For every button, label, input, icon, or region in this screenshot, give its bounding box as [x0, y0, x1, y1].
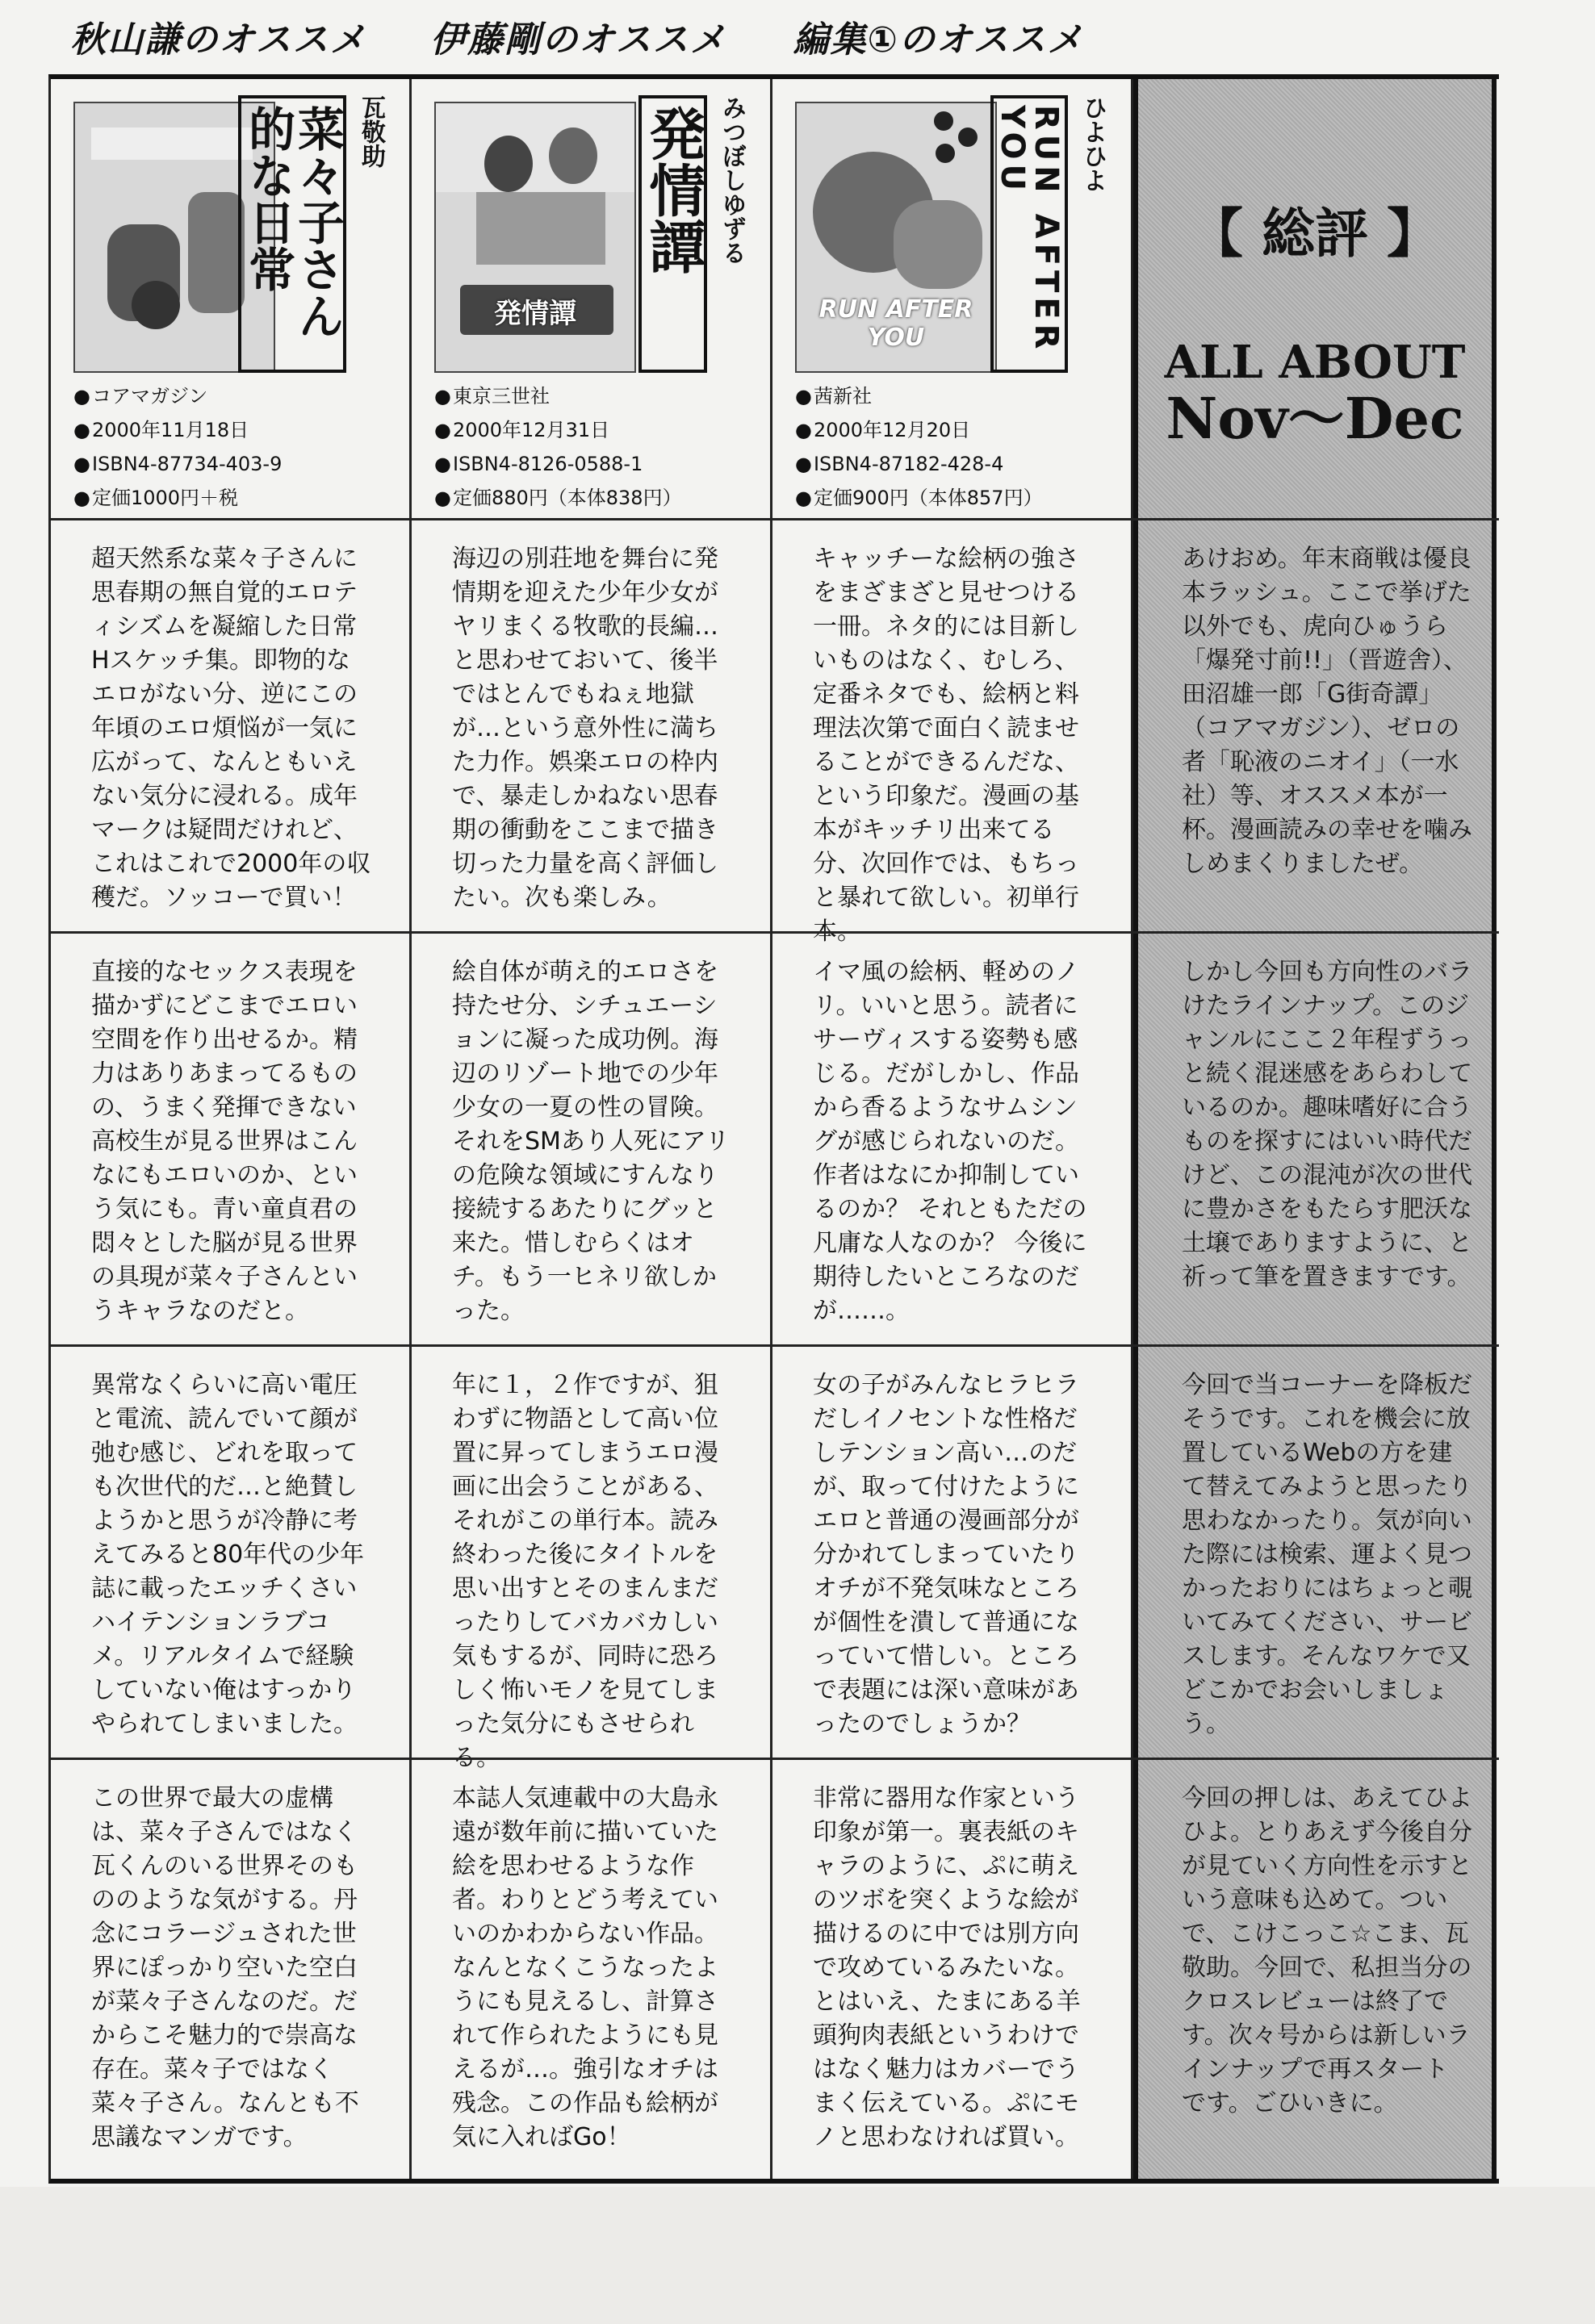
- row-divider: [51, 518, 1499, 520]
- review-grid: [48, 74, 1499, 2184]
- header-akiyama: 秋山謙のオススメ: [70, 19, 367, 61]
- all-about-line-1: ALL ABOUT: [1164, 336, 1466, 389]
- book-cover-2: [434, 102, 636, 373]
- review-text: 年に１，２作ですが、狙わずに物語として高い位置に昇ってしまうエロ漫画に出会うことがある、それがこの単行本。読み終わった後にタイトルを思い出すとそのまんまだったりしてバカバカしい気もするが、同時に恐ろしく怖いモノを見てしまった気分にもさせられる。: [452, 1371, 718, 1772]
- book-title-3: RUN AFTER YOU: [990, 95, 1068, 373]
- column-book-2: [412, 79, 772, 2179]
- book-isbn-1: ● ISBN4-87734-403-9: [73, 447, 282, 481]
- column-book-3: [772, 79, 1133, 2179]
- book-publisher-1: ● コアマガジン: [73, 379, 282, 413]
- summary-text: 今回で当コーナーを降板だそうです。これを機会に放置しているWebの方を建て替えてみようと思ったり思わなかったり。気が向いた際には検索、運よく見つかったおりにはちょっと覗いてみてください、サービスします。そんなワケで又どこかでお会いしましょう。: [1182, 1371, 1472, 1738]
- book-price-2: ● 定価880円（本体838円）: [434, 481, 682, 515]
- review-text: 本誌人気連載中の大島永遠が数年前に描いていた絵を思わせるような作者。わりとどう考えていいのかわからない作品。なんとなくこうなったようにも見えるし、計算されて作られたようにも見えるが…。強引なオチは残念。この作品も絵柄が気に入ればGo！: [452, 1784, 718, 2151]
- row-divider: [51, 931, 1499, 934]
- book-info-1: [51, 79, 409, 518]
- row-divider: [51, 1344, 1499, 1347]
- review-text: イマ風の絵柄、軽めのノリ。いいと思う。読者にサーヴィスする姿勢も感じる。だがしかし、作品から香るようなサムシングが感じられないのだ。作者はなにか抑制しているのか？ それともただの凡庸な人なのか？ 今後に期待したいところなのだが……。: [813, 958, 1087, 1325]
- row-divider: [51, 1758, 1499, 1760]
- review-text: 絵自体が萌え的エロさを持たせ分、シチュエーションに凝った成功例。海辺のリゾート地での少年少女の一夏の性の冒険。それをSMあり人死にアリの危険な領域にすんなり接続するあたりにグッと来た。惜しむらくはオチ。もう一ヒネリ欲しかった。: [452, 958, 730, 1325]
- book-isbn-2: ● ISBN4-8126-0588-1: [434, 447, 682, 481]
- book-info-3: [772, 79, 1131, 518]
- book-price-3: ● 定価900円（本体857円）: [795, 481, 1043, 515]
- book-info-2: [412, 79, 770, 518]
- book-date-3: ● 2000年12月20日: [795, 413, 1043, 447]
- review-text: 異常なくらいに高い電圧と電流、読んでいて顔が弛む感じ、どれを取っても次世代的だ…と絶賛しようかと思うが冷静に考えてみると80年代の少年誌に載ったエッチくさいハイテンションラブコメ。リアルタイムで経験していない俺はすっかりやられてしまいました。: [91, 1371, 365, 1738]
- book-author-3: ひよひよ: [1078, 95, 1107, 192]
- summary-text: 今回の押しは、あえてひよひよ。とりあえず今後自分が見ていく方向性を示すという意味も込めて。ついで、こけこっこ☆こま、瓦敬助。今回で、私担当分のクロスレビューは終了です。次々号からは新しいラインナップで再スタートです。ごひいきに。: [1182, 1784, 1472, 2117]
- review-text: 直接的なセックス表現を描かずにどこまでエロい空間を作り出せるか。精力はありあまってるものの、うまく発揮できない高校生が見る世界はこんなにもエロいのか、という気にも。青い童貞君の悶々とした脳が見る世界の具現が菜々子さんというキャラなのだと。: [91, 958, 358, 1325]
- summary-text: あけおめ。年末商戦は優良本ラッシュ。ここで挙げた以外でも、虎向ひゅうら「爆発寸前!!」（晋遊舎）、田沼雄一郎「G街奇譚」（コアマガジン）、ゼロの者「恥液のニオイ」（一水社）等、オススメ本が一杯。漫画読みの幸せを噛みしめまくりましたぜ。: [1182, 545, 1472, 878]
- book-author-2: みつぼしゆずる: [718, 95, 746, 265]
- review-text: 非常に器用な作家という印象が第一。裏表紙のキャラのように、ぷに萌えのツボを突くような絵が描けるのに中では別方向で攻めているみたいな。とはいえ、たまにある羊頭狗肉表紙というわけではなく魅力はカバーでうまく伝えている。ぷにモノと思わなければ買い。: [813, 1784, 1081, 2151]
- book-cover-title-3: RUN AFTER YOU: [818, 295, 973, 352]
- book-date-2: ● 2000年12月31日: [434, 413, 682, 447]
- book-details-2: [434, 379, 682, 515]
- book-title-2: 発情譚: [638, 95, 708, 373]
- all-about-title: [1138, 334, 1492, 452]
- book-author-1: 瓦敬助: [357, 95, 385, 168]
- header-ito: 伊藤剛のオススメ: [430, 19, 727, 61]
- book-price-1: ● 定価1000円＋税: [73, 481, 282, 515]
- book-date-1: ● 2000年11月18日: [73, 413, 282, 447]
- column-headers: [0, 11, 1595, 69]
- page-margin: [0, 2187, 1595, 2324]
- book-cover-3: [795, 102, 997, 373]
- review-text: 海辺の別荘地を舞台に発情期を迎えた少年少女がヤリまくる牧歌的長編…と思わせておいて、後半ではとんでもねぇ地獄が…という意外性に満ちた力作。娯楽エロの枠内で、暴走しかねない思春期の衝動をここまで描き切った力量を高く評価したい。次も楽しみ。: [452, 545, 718, 912]
- book-details-1: [73, 379, 282, 515]
- review-text: この世界で最大の虚構は、菜々子さんではなく瓦くんのいる世界そのもののような気がする。丹念にコラージュされた世界にぽっかり空いた空白が菜々子さんなのだ。だからこそ魅力的で崇高な存在。菜々子ではなく菜々子さん。なんとも不思議なマンガです。: [91, 1784, 359, 2151]
- summary-text: しかし今回も方向性のバラけたラインナップ。このジャンルにここ２年程ずうっと続く混迷感をあらわしているのか。趣味嗜好に合うものを探すにはいい時代だけど、この混沌が次の世代に豊かさをもたらす肥沃な土壌でありますように、と祈って筆を置きますです。: [1182, 958, 1472, 1291]
- book-publisher-3: ● 茜新社: [795, 379, 1043, 413]
- review-text: 女の子がみんなヒラヒラだしイノセントな性格だしテンション高い…のだが、取って付けたようにエロと普通の漫画部分が分かれてしまっていたりオチが不発気味なところが個性を潰して普通になっていて惜しい。ところで表題には深い意味があったのでしょうか？: [813, 1371, 1079, 1738]
- column-book-1: [51, 79, 412, 2179]
- header-editor: 編集①のオススメ: [793, 19, 1085, 61]
- book-cover-title-2: 発情譚: [494, 298, 576, 330]
- summary-heading: 【 総評 】: [1190, 203, 1440, 265]
- book-title-1: 菜々子さん的な日常: [238, 95, 346, 373]
- review-text: キャッチーな絵柄の強さをまざまざと見せつける一冊。ネタ的には目新しいものはなく、むしろ、定番ネタでも、絵柄と料理法次第で面白く読ませることができるんだな、という印象だ。漫画の基本がキッチリ出来てる分、次回作では、もちっと暴れて欲しい。初単行本。: [813, 545, 1079, 946]
- all-about-line-2: Nov～Dec: [1166, 385, 1464, 452]
- book-publisher-2: ● 東京三世社: [434, 379, 682, 413]
- review-text: 超天然系な菜々子さんに思春期の無自覚的エロティシズムを凝縮した日常Hスケッチ集。即物的なエロがない分、逆にこの年頃のエロ煩悩が一気に広がって、なんともいえない気分に浸れる。成年マークは疑問だけれど、これはこれで2000年の収穫だ。ソッコーで買い！: [91, 545, 371, 912]
- summary-column: [1133, 79, 1497, 2179]
- book-isbn-3: ● ISBN4-87182-428-4: [795, 447, 1043, 481]
- book-details-3: [795, 379, 1043, 515]
